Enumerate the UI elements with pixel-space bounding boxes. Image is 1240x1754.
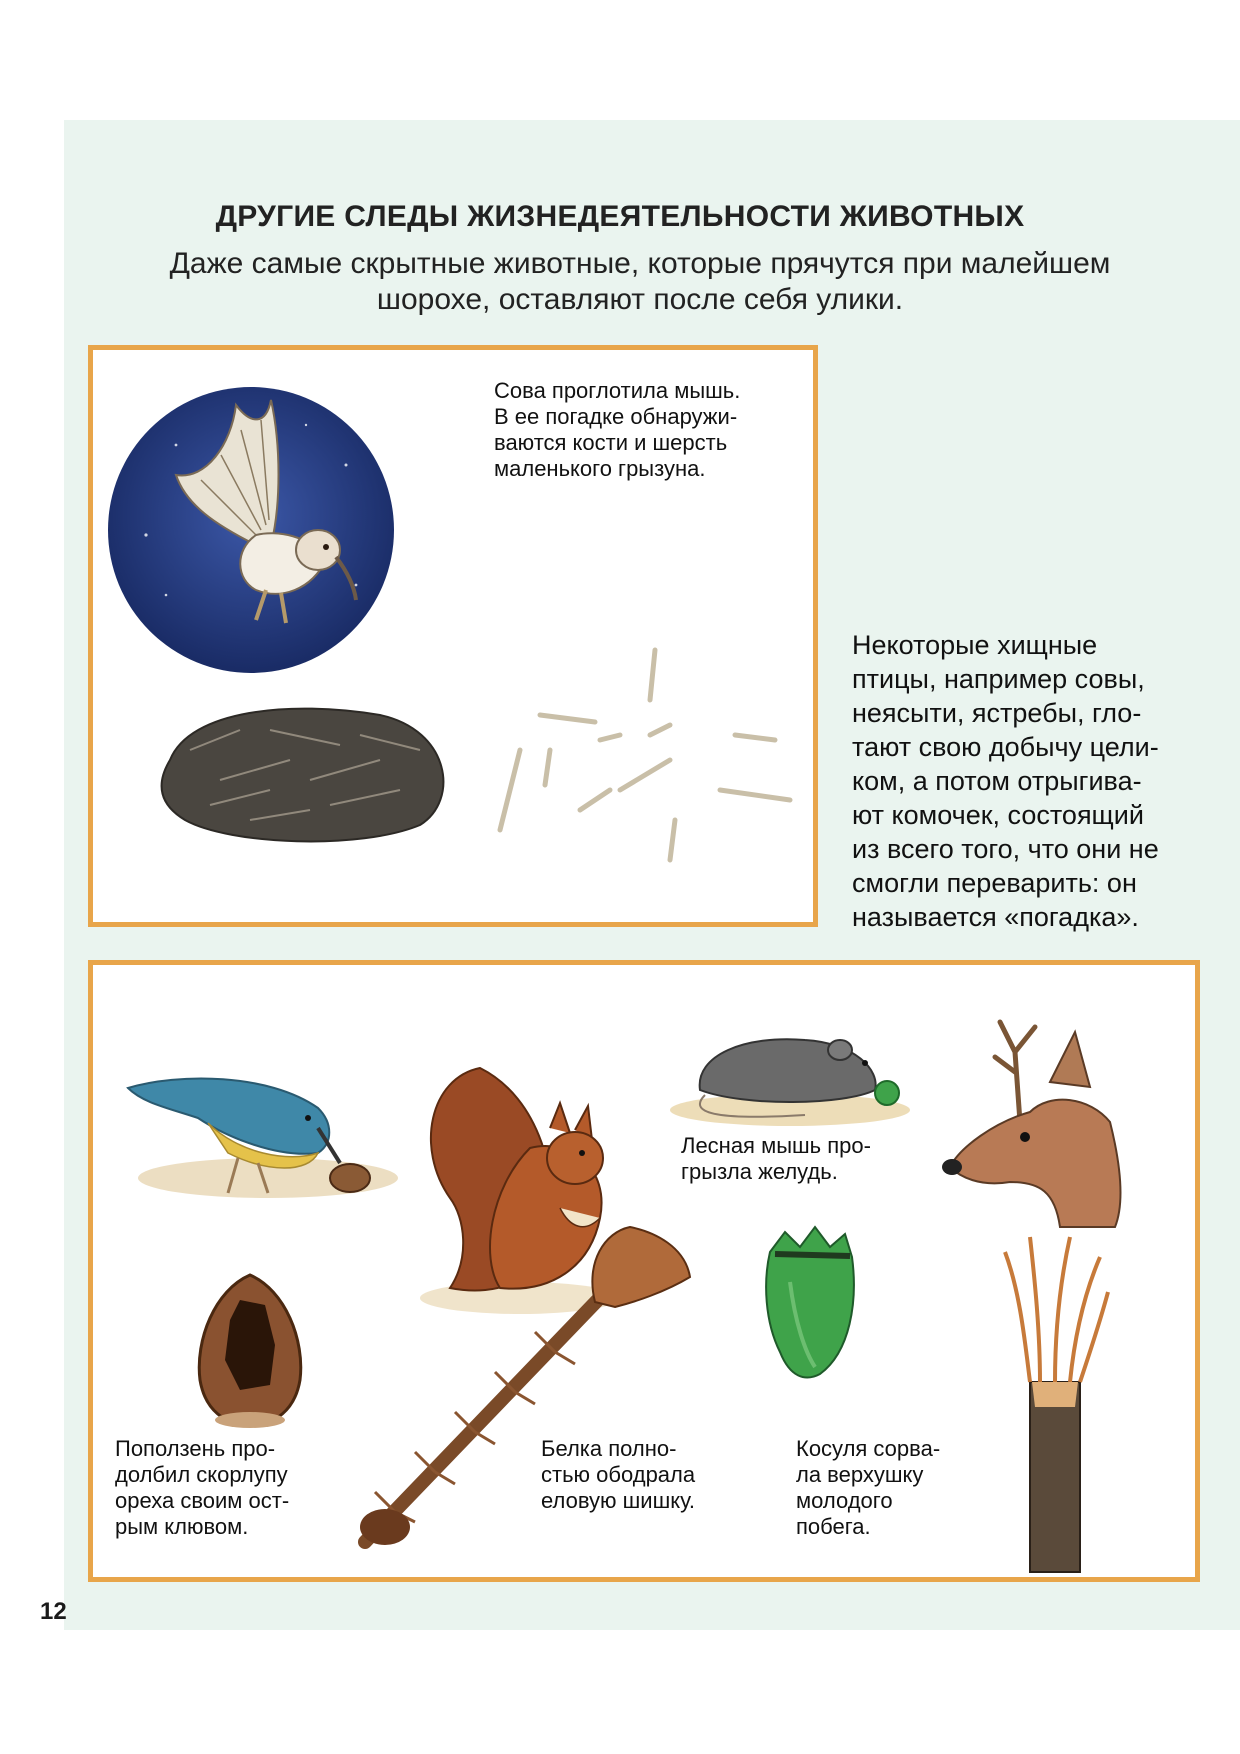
owl-caption-line: В ее погадке обнаружи- xyxy=(494,404,738,429)
owl-pellet-illustration xyxy=(150,690,460,850)
nuthatch-caption-line: Поползень про- xyxy=(115,1436,276,1461)
explanation-line: тают свою добычу цели- xyxy=(852,732,1159,762)
bitten-sapling-illustration xyxy=(1000,1232,1110,1572)
explanation-line: смогли переварить: он xyxy=(852,868,1137,898)
explanation-line: Некоторые хищные xyxy=(852,630,1098,660)
roe-deer-caption xyxy=(796,1436,940,1540)
owl-illustration xyxy=(106,385,396,675)
squirrel-caption xyxy=(541,1436,695,1514)
pellet-explanation-text xyxy=(852,628,1159,934)
nuthatch-illustration xyxy=(118,1068,398,1218)
nuthatch-caption-line: долбил скорлупу xyxy=(115,1462,288,1487)
squirrel-caption-line: Белка полно- xyxy=(541,1436,677,1461)
wood-mouse-illustration xyxy=(665,1015,915,1135)
owl-caption-line: Сова проглотила мышь. xyxy=(494,378,741,403)
roe-caption-line: побега. xyxy=(796,1514,871,1539)
pecked-nut-illustration xyxy=(190,1270,310,1430)
squirrel-caption-line: стью ободрала xyxy=(541,1462,696,1487)
roe-deer-illustration xyxy=(940,1012,1140,1232)
nuthatch-caption-line: ореха своим ост- xyxy=(115,1488,290,1513)
page-title: ДРУГИЕ СЛЕДЫ ЖИЗНЕДЕЯТЕЛЬНОСТИ ЖИВОТНЫХ xyxy=(215,200,1025,233)
subtitle-line: шорохе, оставляют после себя улики. xyxy=(376,283,904,316)
owl-caption xyxy=(494,378,740,482)
roe-caption-line: ла верхушку xyxy=(796,1462,924,1487)
owl-caption-line: маленького грызуна. xyxy=(494,456,706,481)
explanation-line: называется «погадка». xyxy=(852,902,1139,932)
mouse-caption xyxy=(681,1133,871,1185)
explanation-line: неясыти, ястребы, гло- xyxy=(852,698,1142,728)
nuthatch-caption-line: рым клювом. xyxy=(115,1514,249,1539)
mouse-caption-line: грызла желудь. xyxy=(681,1159,838,1184)
explanation-line: из всего того, что они не xyxy=(852,834,1159,864)
roe-caption-line: Косуля сорва- xyxy=(796,1436,941,1461)
roe-caption-line: молодого xyxy=(796,1488,893,1513)
page-subtitle xyxy=(110,246,1170,318)
subtitle-line: Даже самые скрытные животные, которые прячутся при малейшем xyxy=(169,247,1111,280)
nuthatch-caption xyxy=(115,1436,289,1540)
explanation-line: ют комочек, состоящий xyxy=(852,800,1144,830)
page-number: 12 xyxy=(40,1598,67,1625)
gnawed-acorn-illustration xyxy=(760,1212,860,1382)
explanation-line: птицы, например совы, xyxy=(852,664,1145,694)
mouse-caption-line: Лесная мышь про- xyxy=(681,1133,871,1158)
explanation-line: ком, а потом отрыгива- xyxy=(852,766,1142,796)
squirrel-caption-line: еловую шишку. xyxy=(541,1488,696,1513)
owl-caption-line: ваются кости и шерсть xyxy=(494,430,728,455)
pellet-bones-illustration xyxy=(480,640,800,860)
